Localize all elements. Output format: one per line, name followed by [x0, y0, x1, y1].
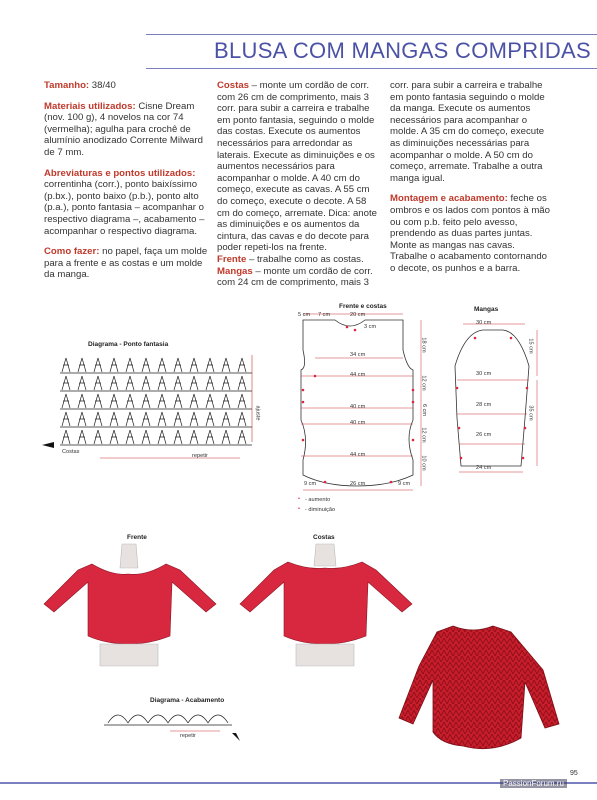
front-view-illustration: [40, 540, 220, 675]
body-right-18-measure: 18 cm: [420, 337, 427, 353]
body-top-center-measure: 20 cm: [350, 312, 366, 318]
page-title: BLUSA COM MANGAS COMPRIDAS: [214, 38, 591, 63]
body-top-left-measure-2: 7 cm: [318, 312, 331, 318]
front-text: – trabalhe como as costas.: [246, 253, 364, 265]
text-column-2: [217, 80, 377, 289]
start-arrow-icon: [42, 442, 54, 448]
body-right-10-measure: 10 cm: [420, 455, 427, 471]
sleeve-right-35-measure: 35 cm: [527, 405, 534, 421]
legend-increase: - aumento: [305, 497, 331, 503]
body-34-measure: 34 cm: [350, 352, 366, 358]
body-bottom-center-measure: 26 cm: [350, 481, 366, 487]
end-arrow-icon: [232, 733, 240, 741]
page-number: 95: [570, 770, 578, 777]
sleeve-26-measure: 26 cm: [476, 432, 492, 438]
legend-decrease: - diminuição: [305, 507, 336, 513]
stitch-diagram-side-label: ajuste: [254, 405, 261, 421]
body-pattern-title: Frente e costas: [339, 303, 387, 310]
back-view-label: Costas: [313, 534, 335, 541]
sleeves-text: – monte um cordão de corr. com 24 cm de comprimento, mais 3: [217, 265, 373, 289]
body-bottom-right-measure: 9 cm: [398, 481, 411, 487]
body-neck-measure: 3 cm: [364, 324, 377, 330]
size-value: 38/40: [89, 80, 116, 91]
sleeves-label: Mangas: [217, 265, 253, 277]
body-right-12b-measure: 12 cm: [420, 427, 427, 443]
finishing-label: Montagem e acabamento:: [390, 193, 508, 205]
body-44-measure-b: 44 cm: [350, 452, 366, 458]
title-rule: [146, 68, 597, 69]
materials-label: Materiais utilizados:: [44, 100, 136, 112]
size-label: Tamanho:: [44, 80, 90, 91]
stitch-diagram-start-label: Costas: [62, 449, 80, 455]
back-text: – monte um cordão de corr. com 26 cm de comprimento, mais 3 corr. para subir a carreira e trabalhe em ponto fantasia, seguindo o molde das costas. Execute os aumentos necessários para arredondar as laterais. Execute as diminuições e os aumentos necessários para acompanhar o molde. A 40 cm do começo, execute as cavas. A 55 cm do começo, execute o decote. A 58 cm do começo, arremate. Dica: anote as diminuições e os aumentos da cintura, das cavas e do decote para poder repeti-los na frente.: [217, 80, 377, 254]
legend-increase-dot: •: [298, 496, 300, 502]
sleeve-right-15-measure: 15 cm: [527, 338, 534, 354]
body-44-measure-a: 44 cm: [350, 372, 366, 378]
body-right-6-measure: 6 cm: [421, 403, 428, 417]
sleeve-top-measure: 30 cm: [476, 320, 492, 326]
back-view-illustration: [238, 540, 418, 675]
abbreviations-text: correntinha (corr.), ponto baixíssimo (p.bx.), ponto baixo (p.b.), ponto alto (p.a.), ponto fantasia – acompanhar o respectivo diagrama –, acabamento – acompanhar o respectivo diagrama.: [44, 179, 205, 237]
sleeves-continued-text: corr. para subir a carreira e trabalhe em ponto fantasia seguindo o molde da manga. Execute os aumentos necessários para acompanhar o molde. A 35 cm do começo, execute as diminuições necessárias para acompanhar o molde. A 50 cm do começo, arremate. Trabalhe a outra manga igual.: [390, 80, 545, 184]
finishing-text: feche os ombros e os lados com pontos à mão ou com p.b. feito pelo avesso, prendendo as duas partes juntas. Monte as mangas nas cavas. Trabalhe o acabamento contornando o decote, os punhos e a barra.: [390, 193, 550, 274]
text-column-1: [44, 80, 209, 290]
sleeve-30-measure: 30 cm: [476, 371, 492, 377]
body-bottom-left-measure: 9 cm: [304, 481, 317, 487]
how-to-text: no papel, faça um molde para a frente e as costas e um molde da manga.: [44, 246, 208, 281]
sleeve-pattern-title: Mangas: [474, 306, 499, 313]
text-column-3: [390, 80, 550, 284]
finishing-diagram: [100, 703, 250, 743]
materials-text: Cisne Dream (nov. 100 g), 4 novelos na cor 74 (vermelha); agulha para crochê de alumínio anodizado Corrente Milward de 7 mm.: [44, 100, 203, 158]
sweater-photo: [393, 620, 563, 770]
front-view-label: Frente: [127, 534, 147, 541]
finishing-repeat-label: repetir: [180, 733, 196, 739]
legend-decrease-dot: •: [298, 506, 300, 512]
body-40-measure-a: 40 cm: [350, 404, 366, 410]
body-40-measure-b: 40 cm: [350, 420, 366, 426]
sleeve-28-measure: 28 cm: [476, 402, 492, 408]
top-rule: [146, 34, 597, 35]
body-right-12a-measure: 12 cm: [420, 375, 427, 391]
back-label: Costas: [217, 80, 249, 91]
body-top-left-measure: 5 cm: [298, 312, 311, 318]
sleeve-24-measure: 24 cm: [476, 465, 492, 471]
abbreviations-label: Abreviaturas e pontos utilizados:: [44, 167, 196, 179]
stitch-diagram-title: Diagrama - Ponto fantasia: [88, 341, 169, 348]
finishing-diagram-title: Diagrama - Acabamento: [150, 697, 225, 704]
front-label: Frente: [217, 253, 247, 265]
watermark: PassionForum.ru: [500, 779, 567, 788]
how-to-label: Como fazer:: [44, 246, 100, 258]
stitch-diagram-repeat-label: repetir: [192, 453, 208, 459]
